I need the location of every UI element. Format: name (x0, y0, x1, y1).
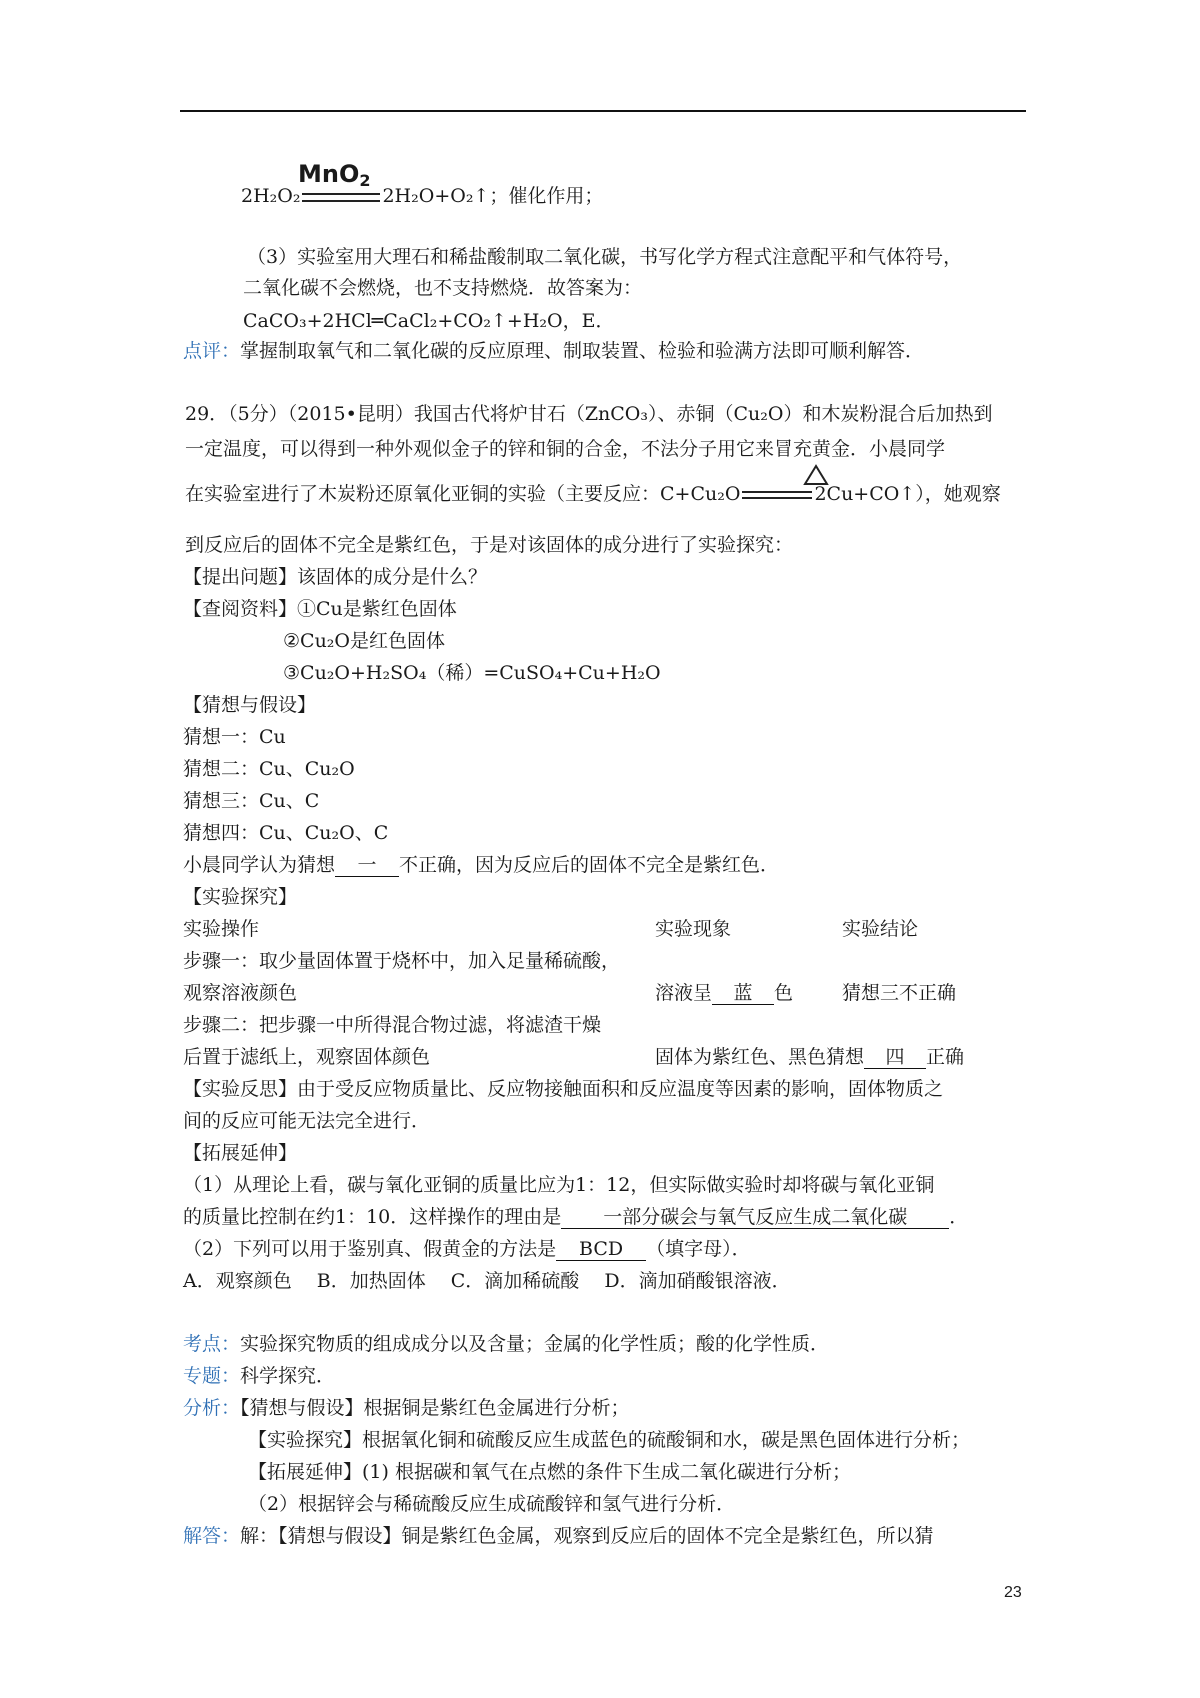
answer-blank: 一部分碳会与氧气反应生成二氧化碳 (561, 1206, 949, 1229)
knowledge-point: 考点：实验探究物质的组成成分以及含量；金属的化学性质；酸的化学性质． (183, 1333, 830, 1355)
analysis-4: （2）根据锌会与稀硫酸反应生成硫酸锌和氢气进行分析． (248, 1493, 736, 1515)
question-heading: 【提出问题】该固体的成分是什么？ (183, 566, 488, 588)
answer-blank: BCD (556, 1238, 646, 1261)
solution: 解答：解：【猜想与假设】铜是紫红色金属，观察到反应后的固体不完全是紫红色，所以猜 (183, 1525, 934, 1547)
extension-2: （2）下列可以用于鉴别真、假黄金的方法是 BCD （填字母）． (183, 1238, 751, 1260)
review: 点评：掌握制取氧气和二氧化碳的反应原理、制取装置、检验和验满方法即可顺利解答． (183, 340, 925, 362)
reference-2: ②Cu₂O是红色固体 (283, 630, 446, 652)
hypothesis-2: 猜想二：Cu、Cu₂O (183, 758, 355, 780)
col-operation: 实验操作 (183, 918, 260, 940)
step2-op-a: 步骤二：把步骤一中所得混合物过滤，将滤渣干燥 (183, 1014, 602, 1036)
options: A．观察颜色 B．加热固体 C．滴加稀硫酸 D．滴加硝酸银溶液． (183, 1270, 791, 1292)
hypothesis-3: 猜想三：Cu、C (183, 790, 320, 812)
q29-line2: 一定温度，可以得到一种外观似金子的锌和铜的合金，不法分子用它来冒充黄金．小晨同学 (185, 438, 946, 460)
reference-3: ③Cu₂O+H₂SO₄（稀）=CuSO₄+Cu+H₂O (283, 662, 661, 684)
q29-line4: 到反应后的固体不完全是紫红色，于是对该固体的成分进行了实验探究： (185, 534, 794, 556)
step1-op-b: 观察溶液颜色 (183, 982, 298, 1004)
reflection-2: 间的反应可能无法完全进行． (183, 1110, 431, 1132)
extension-1b: 的质量比控制在约1：10．这样操作的理由是 一部分碳会与氧气反应生成二氧化碳 ． (183, 1206, 969, 1228)
extension-1a: （1）从理论上看，碳与氧化亚铜的质量比应为1：12，但实际做实验时却将碳与氧化亚铜 (183, 1174, 935, 1196)
hypothesis-4: 猜想四：Cu、Cu₂O、C (183, 822, 389, 844)
step1-op-a: 步骤一：取少量固体置于烧杯中，加入足量稀硫酸， (183, 950, 621, 972)
col-conclusion: 实验结论 (842, 918, 919, 940)
answer-blank: 一 (335, 854, 399, 877)
reference-1: 【查阅资料】①Cu是紫红色固体 (183, 598, 457, 620)
reflection-1: 【实验反思】由于受反应物质量比、反应物接触面积和反应温度等因素的影响，固体物质之 (183, 1078, 944, 1100)
para-3-line3: CaCO₃+2HCl═CaCl₂+CO₂↑+H₂O，E． (243, 310, 615, 332)
q29-line3: 在实验室进行了木炭粉还原氧化亚铜的实验（主要反应：C+Cu₂O 2Cu+CO↑），她观察 (185, 483, 1001, 505)
col-phenomenon: 实验现象 (655, 918, 732, 940)
hypothesis-heading: 【猜想与假设】 (183, 694, 317, 716)
review-label: 点评： (183, 340, 241, 362)
topic: 专题：科学探究． (183, 1365, 336, 1387)
analysis-1: 分析：【猜想与假设】根据铜是紫红色金属进行分析； (183, 1397, 630, 1419)
answer-blank: 蓝 (712, 982, 774, 1005)
analysis-3: 【拓展延伸】(1) 根据碳和氧气在点燃的条件下生成二氧化碳进行分析； (248, 1461, 851, 1483)
step2-phenomenon: 固体为紫红色、黑色猜想 四 正确 (655, 1046, 965, 1068)
catalyst-label: MnO2 (298, 160, 371, 190)
page-number: 23 (1004, 1584, 1022, 1601)
para-3-line2: 二氧化碳不会燃烧，也不支持燃烧．故答案为： (243, 277, 643, 299)
answer-blank: 四 (864, 1046, 926, 1069)
judgement-line: 小晨同学认为猜想 一 不正确，因为反应后的固体不完全是紫红色． (183, 854, 780, 876)
analysis-2: 【实验探究】根据氧化铜和硫酸反应生成蓝色的硫酸铜和水，碳是黑色固体进行分析； (248, 1429, 971, 1451)
equation-h2o2: 2H₂O₂ 2H₂O+O₂↑；催化作用； (241, 185, 604, 207)
header-rule (180, 110, 1026, 112)
step2-op-b: 后置于滤纸上，观察固体颜色 (183, 1046, 431, 1068)
step1-phenomenon: 溶液呈 蓝 色 (655, 982, 794, 1004)
experiment-heading: 【实验探究】 (183, 886, 298, 908)
extension-heading: 【拓展延伸】 (183, 1142, 298, 1164)
para-3-line1: （3）实验室用大理石和稀盐酸制取二氧化碳，书写化学方程式注意配平和气体符号， (247, 246, 963, 268)
hypothesis-1: 猜想一：Cu (183, 726, 286, 748)
step1-conclusion: 猜想三不正确 (842, 982, 957, 1004)
q29-line1: 29．（5分）（2015•昆明）我国古代将炉甘石（ZnCO₃）、赤铜（Cu₂O）和木炭粉混合后加热到 (185, 403, 993, 425)
